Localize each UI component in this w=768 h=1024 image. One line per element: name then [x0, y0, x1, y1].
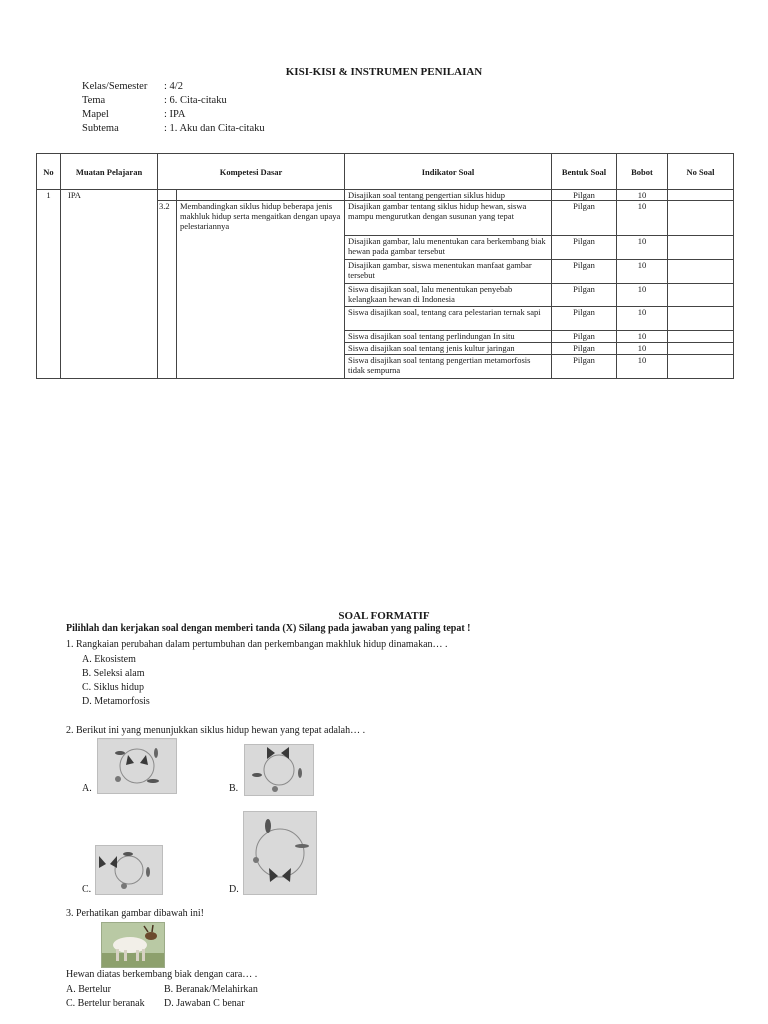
- cell-empty: [158, 190, 177, 201]
- soal-title: SOAL FORMATIF: [338, 610, 430, 622]
- header-muatan: Muatan Pelajaran: [61, 154, 158, 190]
- q2-option-b-label[interactable]: B.: [229, 783, 239, 794]
- header-no: No: [37, 154, 61, 190]
- butterfly-lifecycle-icon: [244, 812, 316, 894]
- cell-bobot: 10: [617, 190, 668, 201]
- cell-muatan: IPA: [61, 190, 158, 379]
- cell-bentuk: Pilgan: [552, 343, 617, 355]
- soal-instruction: Pilihlah dan kerjakan soal dengan memberi tanda (X) Silang pada jawaban yang paling tepat !: [66, 623, 471, 634]
- butterfly-lifecycle-icon: [98, 739, 176, 793]
- kisi-kisi-table: [36, 153, 734, 379]
- info-kelas: [82, 80, 183, 94]
- info-mapel: [82, 108, 186, 122]
- cell-indikator: Siswa disajikan soal, lalu menentukan penyebab kelangkaan hewan di Indonesia: [345, 284, 552, 307]
- q3-option-b[interactable]: B. Beranak/Melahirkan: [164, 984, 258, 995]
- header-bentuk: Bentuk Soal: [552, 154, 617, 190]
- header-nosoal: No Soal: [668, 154, 734, 190]
- cell-indikator: Siswa disajikan soal tentang perlindungan In situ: [345, 331, 552, 343]
- q3-goat-image: [101, 922, 165, 968]
- q2-option-d-lifecycle-image[interactable]: [243, 811, 317, 895]
- cell-bobot: 10: [617, 343, 668, 355]
- header-indikator: Indikator Soal: [345, 154, 552, 190]
- cell-indikator: Siswa disajikan soal, tentang cara pelestarian ternak sapi: [345, 307, 552, 331]
- question-3: 3. Perhatikan gambar dibawah ini!: [66, 908, 205, 919]
- q2-option-c-lifecycle-image[interactable]: [95, 845, 163, 895]
- cell-nosoal: [668, 331, 734, 343]
- cell-bentuk: Pilgan: [552, 284, 617, 307]
- cell-bobot: 10: [617, 331, 668, 343]
- cell-nosoal: [668, 260, 734, 284]
- q2-option-b-lifecycle-image[interactable]: [244, 744, 314, 796]
- cell-bobot: 10: [617, 284, 668, 307]
- q3-option-d[interactable]: D. Jawaban C benar: [164, 998, 245, 1009]
- cell-bobot: 10: [617, 307, 668, 331]
- q1-option-b[interactable]: B. Seleksi alam: [82, 668, 145, 679]
- cell-indikator: Disajikan gambar tentang siklus hidup hewan, siswa mampu mengurutkan dengan susunan yang tepat: [345, 201, 552, 236]
- page-title: KISI-KISI & INSTRUMEN PENILAIAN: [285, 66, 483, 78]
- cell-bobot: 10: [617, 236, 668, 260]
- cell-nosoal: [668, 201, 734, 236]
- table-row: [37, 190, 734, 201]
- info-value: : 1. Aku dan Cita-citaku: [164, 123, 265, 134]
- cell-indikator: Siswa disajikan soal tentang pengertian metamorfosis tidak sempurna: [345, 355, 552, 379]
- info-value: : 6. Cita-citaku: [164, 95, 227, 106]
- header-kompetensi: Kompetesi Dasar: [158, 154, 345, 190]
- table-header-row: [37, 154, 734, 190]
- cell-kd-number: 3.2: [158, 201, 177, 379]
- cell-nosoal: [668, 284, 734, 307]
- cell-indikator: Siswa disajikan soal tentang jenis kultur jaringan: [345, 343, 552, 355]
- cell-indikator: Disajikan gambar, lalu menentukan cara berkembang biak hewan pada gambar tersebut: [345, 236, 552, 260]
- cell-nosoal: [668, 343, 734, 355]
- cell-nosoal: [668, 236, 734, 260]
- cell-empty: [177, 190, 345, 201]
- q2-option-d-label[interactable]: D.: [229, 884, 239, 895]
- question-3-prompt: Hewan diatas berkembang biak dengan cara… .: [66, 969, 258, 980]
- cell-no: 1: [37, 190, 61, 379]
- q2-option-c-label[interactable]: C.: [82, 884, 92, 895]
- cell-bentuk: Pilgan: [552, 260, 617, 284]
- info-value: : IPA: [164, 109, 186, 120]
- cell-bentuk: Pilgan: [552, 355, 617, 379]
- info-label: Tema: [82, 95, 106, 106]
- cell-bentuk: Pilgan: [552, 236, 617, 260]
- question-1: 1. Rangkaian perubahan dalam pertumbuhan dan perkembangan makhluk hidup dinamakan… .: [66, 639, 448, 650]
- q1-option-c[interactable]: C. Siklus hidup: [82, 682, 144, 693]
- cell-bentuk: Pilgan: [552, 331, 617, 343]
- goat-icon: [102, 923, 164, 967]
- cell-kd-text: Membandingkan siklus hidup beberapa jenis makhluk hidup serta mengaitkan dengan upaya pelestariannya: [177, 201, 345, 379]
- info-label: Kelas/Semester: [82, 81, 148, 92]
- q2-option-a-label[interactable]: A.: [82, 783, 92, 794]
- info-label: Subtema: [82, 123, 119, 134]
- info-tema: [82, 94, 227, 108]
- cell-nosoal: [668, 307, 734, 331]
- butterfly-lifecycle-icon: [96, 846, 162, 894]
- q1-option-d[interactable]: D. Metamorfosis: [82, 696, 150, 707]
- butterfly-lifecycle-icon: [245, 745, 313, 795]
- info-value: : 4/2: [164, 81, 183, 92]
- cell-bobot: 10: [617, 201, 668, 236]
- info-subtema: [82, 122, 265, 136]
- cell-bentuk: Pilgan: [552, 201, 617, 236]
- cell-bobot: 10: [617, 260, 668, 284]
- info-label: Mapel: [82, 109, 109, 120]
- question-2: 2. Berikut ini yang menunjukkan siklus hidup hewan yang tepat adalah… .: [66, 725, 366, 736]
- header-bobot: Bobot: [617, 154, 668, 190]
- cell-indikator: Disajikan gambar, siswa menentukan manfaat gambar tersebut: [345, 260, 552, 284]
- q1-option-a[interactable]: A. Ekosistem: [82, 654, 136, 665]
- cell-nosoal: [668, 355, 734, 379]
- q3-option-a[interactable]: A. Bertelur: [66, 984, 111, 995]
- cell-indikator: Disajikan soal tentang pengertian siklus hidup: [345, 190, 552, 201]
- cell-bentuk: Pilgan: [552, 307, 617, 331]
- q2-option-a-lifecycle-image[interactable]: [97, 738, 177, 794]
- cell-nosoal: [668, 190, 734, 201]
- q3-option-c[interactable]: C. Bertelur beranak: [66, 998, 145, 1009]
- cell-bentuk: Pilgan: [552, 190, 617, 201]
- cell-bobot: 10: [617, 355, 668, 379]
